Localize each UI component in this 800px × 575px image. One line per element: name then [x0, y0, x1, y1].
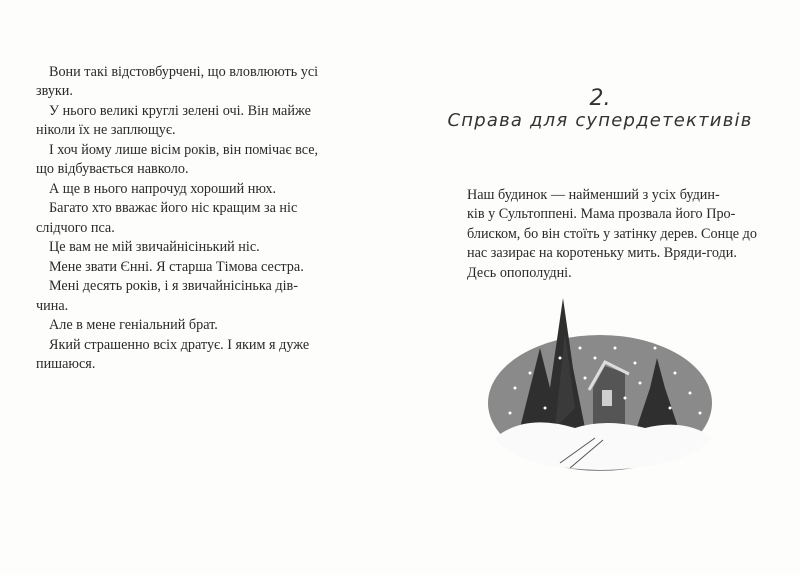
text-line: Вони такі відстовбурчені, що вловлюють усі: [49, 64, 319, 80]
text-line: Який страшенно всіх дратує. І яким я дуже: [49, 337, 310, 353]
right-page: [400, 0, 800, 575]
text-line: блиском, бо він стоїть у затінку дерев. Сонце до: [467, 226, 757, 242]
text-line: Десь опополудні.: [467, 265, 572, 281]
text-line: чина.: [36, 298, 69, 314]
text-line: ніколи їх не заплющує.: [36, 122, 176, 138]
text-line: ків у Сультоппені. Мама прозвала його Про-: [467, 206, 736, 222]
winter-house-illustration: [485, 278, 725, 498]
text-line: Мені десять років, і я звичайнісінька дів-: [49, 278, 298, 294]
text-line: І хоч йому лише вісім років, він помічає все,: [49, 142, 319, 158]
text-line: що відбувається навколо.: [36, 161, 189, 177]
text-line: Але в мене геніальний брат.: [49, 317, 218, 333]
text-line: А ще в нього напрочуд хороший нюх.: [49, 181, 277, 197]
text-line: нас зазирає на коротеньку мить. Вряди-годи.: [467, 245, 737, 261]
text-line: слідчого пса.: [36, 220, 115, 236]
text-line: Багато хто вважає його ніс кращим за ніс: [49, 200, 298, 216]
chapter-number: 2.: [589, 86, 611, 111]
text-line: Це вам не мій звичайнісінький ніс.: [49, 239, 260, 255]
text-line: У нього великі круглі зелені очі. Він майже: [49, 103, 311, 119]
chapter-title: Справа для супердетективів: [447, 110, 753, 131]
text-line: пишаюся.: [36, 356, 96, 372]
text-line: Мене звати Єнні. Я старша Тімова сестра.: [49, 259, 304, 275]
text-line: звуки.: [36, 83, 73, 99]
text-line: Наш будинок — найменший з усіх будин-: [467, 187, 720, 203]
